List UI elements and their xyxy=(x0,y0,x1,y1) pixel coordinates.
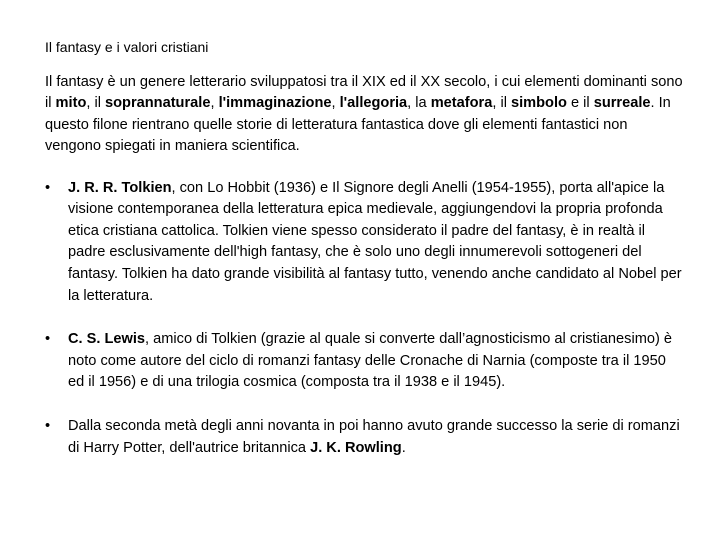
intro-term-surreale: surreale xyxy=(593,95,651,112)
intro-term-immaginazione: l'immaginazione xyxy=(218,95,332,112)
intro-term-soprannaturale: soprannaturale xyxy=(105,95,211,112)
slide-content xyxy=(45,38,685,459)
bullet-marker: • xyxy=(45,331,51,348)
bullet-item-rowling xyxy=(45,416,685,459)
bullet-text: , con Lo Hobbit (1936) e Il Signore degli Anelli (1954-1955), porta all'apice la visione contemporanea della letteratura epica medievale, aggiungendovi la propria profonda etica cristiana cattolica. Tolkien viene spesso considerato il padre del fantasy, è in realtà il padre esclusivamente dell'high fantasy, che è solo uno degli innumerevoli sottogeneri del fantasy. Tolkien ha dato grande visibilità al fantasy tutto, venendo anche candidato al Nobel per la letteratura. xyxy=(68,179,682,304)
intro-term-metafora: metafora xyxy=(430,95,493,112)
intro-sep-5: , il xyxy=(492,95,511,112)
bullet-item-tolkien xyxy=(45,178,685,308)
intro-term-mito: mito xyxy=(55,95,87,112)
intro-term-simbolo: simbolo xyxy=(511,95,567,112)
bullet-text: , amico di Tolkien (grazie al quale si converte dall’agnosticismo al cristianesimo) è noto come autore del ciclo di romanzi fantasy delle Cronache di Narnia (composte tra il 1950 ed il 1956) e di una trilogia cosmica (composta tra il 1938 e il 1945). xyxy=(68,331,673,391)
intro-text-2: . In questo filone rientrano quelle storie di letteratura fantastica dove gli elementi fantastici non vengono spiegati in maniera scientifica. xyxy=(45,95,671,155)
intro-sep-2: , xyxy=(210,95,219,112)
intro-text-1: Il fantasy è un genere letterario sviluppatosi tra il XIX ed il XX secolo, i cui elementi dominanti sono il xyxy=(45,74,683,112)
intro-sep-3: , xyxy=(331,95,340,112)
bullet-text-end: . xyxy=(401,439,406,456)
intro-paragraph xyxy=(45,72,685,158)
bullet-marker: • xyxy=(45,417,51,434)
bullet-marker: • xyxy=(45,179,51,196)
author-name: J. K. Rowling xyxy=(310,439,402,456)
page-title: Il fantasy e i valori cristiani xyxy=(45,39,209,55)
bullet-list xyxy=(45,178,685,460)
intro-sep-4: , la xyxy=(407,95,431,112)
bullet-text: Dalla seconda metà degli anni novanta in poi hanno avuto grande successo la serie di romanzi di Harry Potter, dell'autrice britannica xyxy=(68,417,680,456)
intro-sep-1: , il xyxy=(86,95,106,112)
bullet-item-lewis xyxy=(45,329,685,394)
author-name: J. R. R. Tolkien xyxy=(68,179,172,196)
intro-term-allegoria: l'allegoria xyxy=(339,95,408,112)
author-name: C. S. Lewis xyxy=(68,331,146,348)
intro-sep-6: e il xyxy=(566,95,594,112)
